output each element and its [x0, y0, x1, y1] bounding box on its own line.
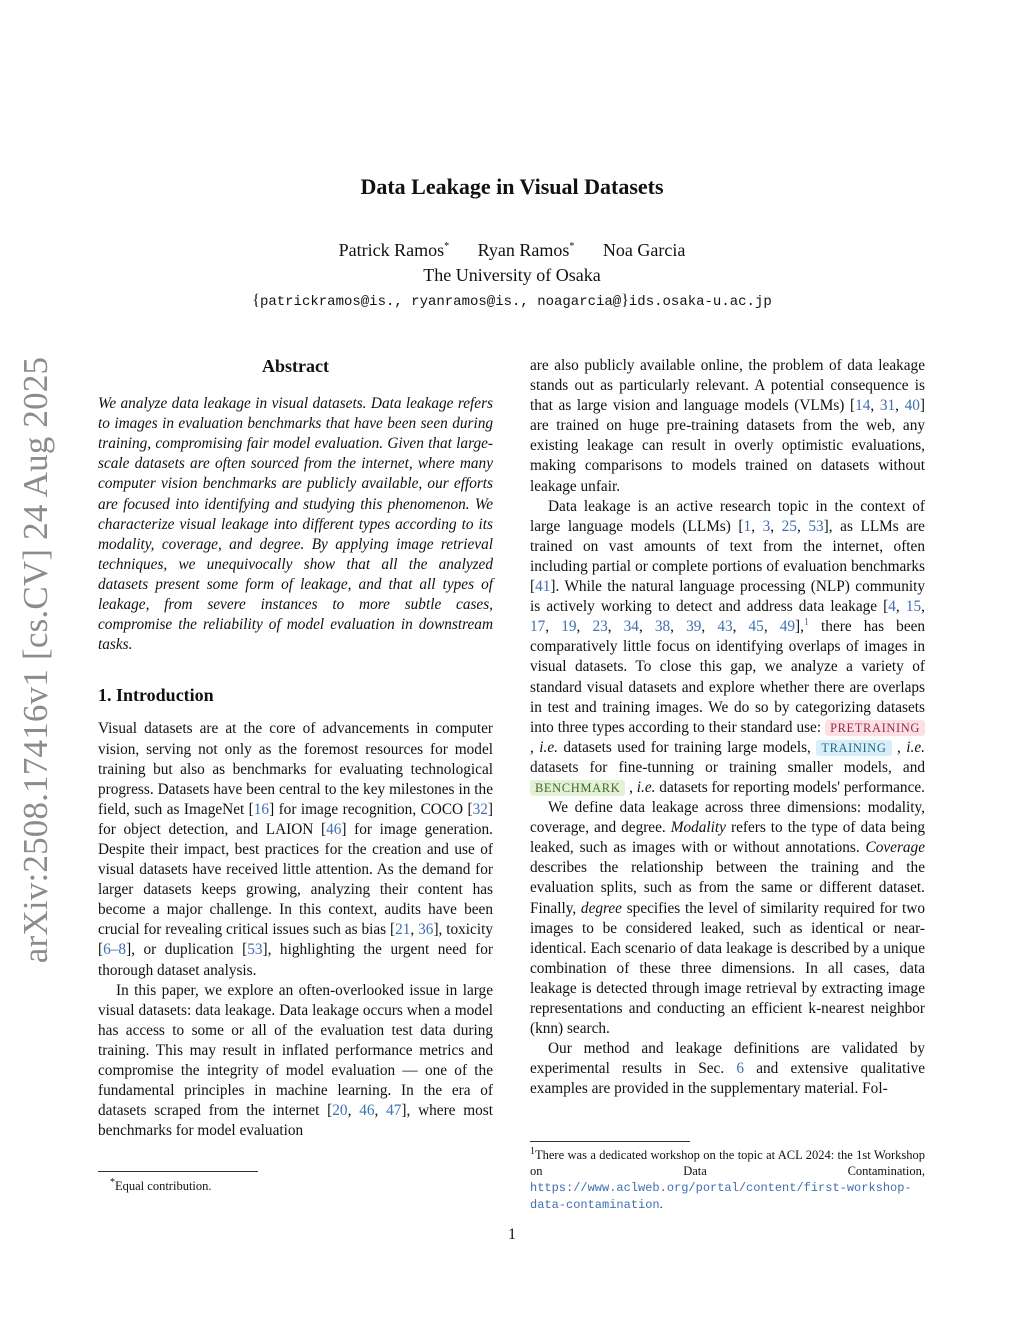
citation-link[interactable]: 47	[386, 1102, 402, 1120]
pretraining-tag: PRETRAINING	[825, 720, 925, 736]
citation-link[interactable]: 46	[359, 1102, 375, 1120]
citation-link[interactable]: 15	[905, 598, 922, 616]
footnote-workshop: $^1$There was a dedicated workshop on the topic at ACL 2024: the 1st Workshop on Data Contamination, https://www.aclweb.org/portal/content/first-workshop-data-contamination.	[530, 1145, 925, 1212]
right-paragraph-1: are also publicly available online, the problem of data leakage stands out as particularly relevant. A potential consequence is that as large vision and language models (VLMs) [14, 31, 40] are trained on huge pre-training datasets from the web, any existing leakage can result in overly optimistic evaluations, making comparisons to models trained on datasets without leakage unfair.	[530, 357, 925, 495]
workshop-url-link[interactable]: https://www.aclweb.org/portal/content/first-workshop-data-contamination	[530, 1181, 912, 1212]
right-column	[530, 356, 925, 1099]
citation-link[interactable]: 45	[748, 618, 764, 636]
citation-link[interactable]: 53	[808, 517, 824, 535]
section-link[interactable]: 6	[736, 1060, 745, 1078]
right-paragraph-3: We define data leakage across three dimensions: modality, coverage, and degree. Modality refers to the type of data being leaked, such as images with or without annotations. Coverage describes the relationship between the training and the evaluation splits, such as from the same or different dataset. Finally, degree specifies the level of similarity required for two images to be considered leaked, such as identical or near-identical. Each scenario of data leakage is described by a unique combination of these three dimensions. In all cases, data leakage is detected through image retrieval by extracting image representations and conducting an efficient k-nearest neighbor (knn) search.	[530, 799, 925, 1038]
section-heading-introduction: 1. Introduction	[98, 685, 214, 706]
citation-link[interactable]: 34	[623, 618, 639, 636]
citation-group: 1, 3, 25, 53	[743, 517, 824, 535]
benchmark-tag: BENCHMARK	[530, 780, 625, 796]
citation-link[interactable]: 49	[779, 618, 796, 636]
citation-link[interactable]: 25	[781, 517, 797, 535]
author-2: Ryan Ramos*	[477, 240, 575, 260]
citation-link[interactable]: 14	[855, 397, 871, 415]
citation-link[interactable]: 38	[654, 618, 671, 636]
citation-link[interactable]: 6–8	[103, 941, 127, 959]
citation-link[interactable]: 46	[326, 820, 342, 838]
author-emails: {patrickramos@is., ryanramos@is., noagarcia@}ids.osaka-u.ac.jp	[252, 292, 772, 310]
citation-link[interactable]: 17	[530, 618, 546, 636]
author-1: Patrick Ramos*	[338, 240, 450, 260]
arxiv-stamp-text: arXiv:2508.17416v1 [cs.CV] 24 Aug 2025	[16, 356, 55, 964]
citation-link[interactable]: 23	[592, 618, 608, 636]
right-paragraph-4: Our method and leakage definitions are validated by experimental results in Sec. 6 and extensive qualitative examples are provided in the supplementary material. Fol-	[530, 1040, 926, 1098]
intro-paragraph-1: Visual datasets are at the core of advancements in computer vision, serving not only as the foremost resources for model training but also as benchmarks for evaluating technological progress. Datasets have been central to the key milestones in the field, such as ImageNet [16] for image recognition, COCO [32] for object detection, and LAION [46] for image generation. Despite their impact, best practices for the creation and use of visual datasets have received little attention. As the demand for larger datasets keeps growing, analyzing their content has become a major challenge. In this context, audits have been crucial for revealing critical issues such as bias [21, 36], toxicity [6–8], or duplication [53], highlighting the urgent need for thorough dataset analysis.	[98, 720, 493, 979]
citation-link[interactable]: 16	[253, 800, 270, 818]
author-3: Noa Garcia	[602, 240, 686, 260]
citation-link[interactable]: 1	[743, 517, 752, 535]
citation-link[interactable]: 43	[717, 618, 733, 636]
footnote-divider-right	[530, 1141, 690, 1142]
citation-link[interactable]: 21	[395, 921, 411, 939]
citation-link[interactable]: 41	[535, 578, 551, 596]
citation-link[interactable]: 3	[762, 517, 771, 535]
citation-link[interactable]: 20	[332, 1102, 348, 1120]
footnote-divider-left	[98, 1171, 258, 1172]
citation-link[interactable]: 39	[686, 618, 702, 636]
training-tag: TRAINING	[816, 740, 891, 756]
affiliation: The University of Osaka	[423, 265, 601, 285]
citation-group: 4, 15, 17, 19, 23, 34, 38, 39, 43, 45, 49	[530, 598, 925, 636]
paper-title: Data Leakage in Visual Datasets	[360, 174, 664, 199]
footnote-equal-contribution: *Equal contribution.	[110, 1176, 212, 1193]
citation-link[interactable]: 4	[888, 598, 896, 616]
citation-link[interactable]: 40	[904, 397, 920, 415]
footnote-marker[interactable]: 1	[803, 617, 809, 629]
citation-link[interactable]: 36	[418, 921, 434, 939]
intro-paragraph-2: In this paper, we explore an often-overlooked issue in large visual datasets: data leakage. Data leakage occurs when a model has access to some or all of the evaluation test data during training. This may result in inflated performance metrics and compromise the integrity of model evaluation — one of the fundamental principles in machine learning. In the era of datasets scraped from the internet [20, 46, 47], where most benchmarks for model evaluation	[98, 981, 493, 1140]
page-number: 1	[508, 1226, 516, 1243]
citation-link[interactable]: 32	[472, 800, 488, 818]
author-list	[0, 240, 1024, 261]
left-column	[98, 356, 493, 1141]
citation-link[interactable]: 53	[247, 941, 263, 959]
citation-link[interactable]: 19	[561, 618, 577, 636]
right-paragraph-2: Data leakage is an active research topic in the context of large language models (LLMs) [1, 3, 25, 53], as LLMs are trained on vast amounts of text from the internet, often including partial or complete portions of evaluation benchmarks [41]. While the natural language processing (NLP) community is actively working to detect and address data leakage [4, 15, 17, 19, 23, 34, 38, 39, 43, 45, 49],$^1$ there has been comparatively little focus on identifying overlaps of images in visual datasets. To close this gap, we analyze a variety of standard visual datasets and explore whether there are overlaps in test and training images. We do so by categorizing datasets into three types according to their standard use: PRETRAINING , i.e. datasets used for training large models, TRAINING , i.e. datasets for fine-tunning or training smaller models, and BENCHMARK , i.e. datasets for reporting models' performance.	[530, 497, 926, 796]
abstract-heading: Abstract	[262, 356, 329, 376]
abstract-text: We analyze data leakage in visual datasets. Data leakage refers to images in evaluation benchmarks that have been seen during training, compromising fair model evaluation. Given that large-scale datasets are often sourced from the internet, where many computer vision benchmarks are publicly available, our efforts are focused into identifying and studying this phenomenon. We characterize visual leakage into different types according to its modality, coverage, and degree. By applying image retrieval techniques, we unequivocally show that all the analyzed datasets present some form of leakage, and that all types of leakage, from severe instances to more subtle cases, compromise the reliability of model evaluation in downstream tasks.	[98, 395, 493, 654]
arxiv-stamp	[12, 356, 60, 964]
citation-link[interactable]: 31	[879, 397, 896, 415]
